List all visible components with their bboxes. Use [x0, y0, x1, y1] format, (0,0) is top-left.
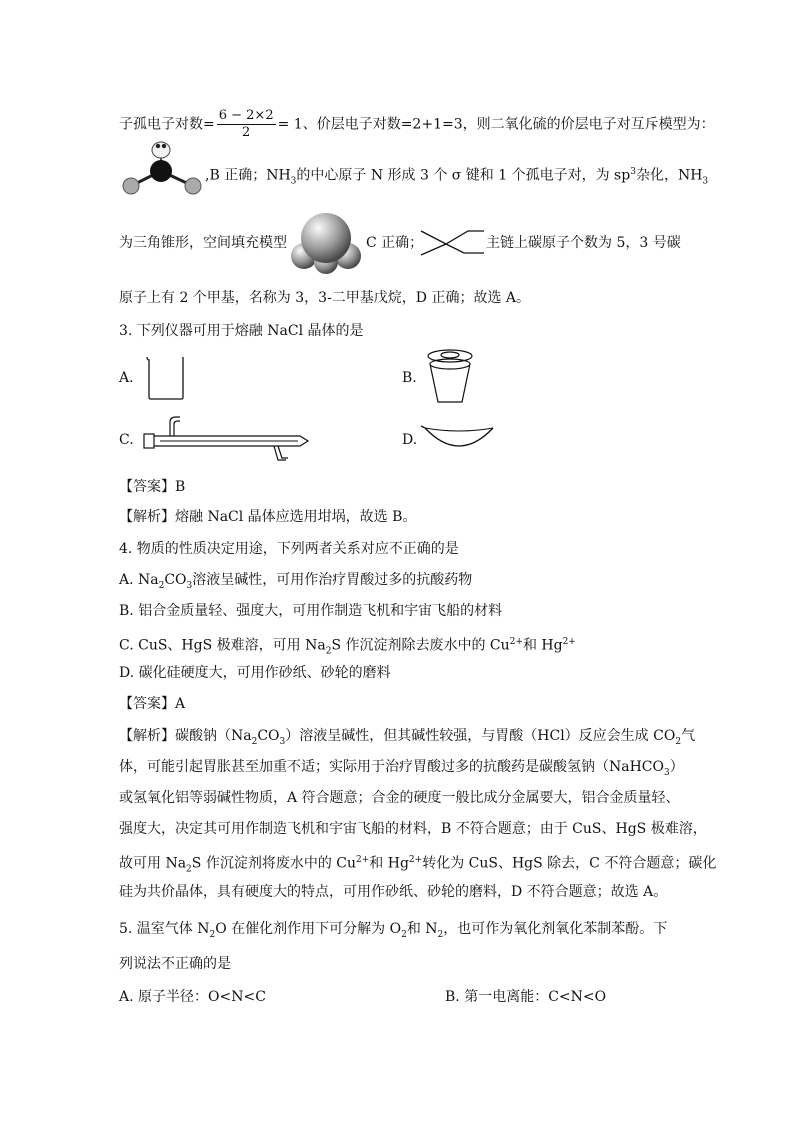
line-2: ,B 正确；$NH_3$的中心原子 N 形成 3 个 σ 键和 1 个孤电子对，为 $sp^3$杂化，$NH_3$ — [205, 167, 709, 187]
q4-option-c: C. CuS、HgS 极难溶，可用 $Na_2S$ 作沉淀剂除去废水中的 $Cu^{2+}$和 $Hg^{2+}$ — [119, 637, 576, 657]
line-3: 为三角锥形，空间填充模型 — [119, 235, 287, 251]
line-3-b: C 正确； — [366, 235, 424, 251]
q4-option-d: D. 碳化硅硬度大，可用作砂纸、砂轮的磨料 — [119, 665, 391, 681]
q4-analysis-line-4: 强度大，决定其可用作制造飞机和宇宙飞船的材料，B 不符合题意；由于 CuS、HgS 极难溶， — [119, 821, 707, 837]
q3-option-a-label: A. — [119, 370, 134, 386]
q4-analysis-line-6: 硅为共价晶体，具有硬度大的特点，可用作砂纸、砂轮的磨料，D 不符合题意；故选 A。 — [119, 884, 668, 900]
q3-stem: 3. 下列仪器可用于熔融 NaCl 晶体的是 — [119, 323, 364, 339]
q4-analysis-line-2: 体，可能引起胃胀甚至加重不适；实际用于治疗胃酸过多的抗酸药是碳酸氢钠（NaHCO$_3$） — [119, 759, 684, 778]
crucible-icon — [423, 348, 477, 406]
q3-answer: 【答案】B — [119, 479, 186, 495]
nh3-space-filling-model-image — [290, 212, 362, 274]
q3-option-d-label: D. — [402, 432, 418, 448]
so2-vsepr-model-image — [117, 138, 207, 198]
line-1: 子孤电子对数= $\frac{6 - 2\times 2}{2}$ = 1、价层电子对数=2+1=3，则二氧化硫的价层电子对互斥模型为： — [119, 108, 715, 140]
line-3-c: 主链上碳原子个数为 5，3 号碳 — [486, 235, 681, 251]
q3-option-c-label: C. — [119, 432, 134, 448]
evaporating-dish-icon — [423, 422, 495, 452]
q4-answer: 【答案】A — [119, 696, 186, 712]
q4-analysis-line-3: 或氢氧化铝等弱碱性物质，A 符合题意；合金的硬度一般比成分金属要大，铝合金质量轻、 — [119, 790, 680, 806]
q3-analysis: 【解析】熔融 NaCl 晶体应选用坩埚，故选 B。 — [119, 509, 417, 525]
fraction: $\frac{6 - 2\times 2}{2}$ — [218, 108, 274, 140]
skeletal-structure-image — [418, 226, 484, 256]
q4-option-b: B. 铝合金质量轻、强度大，可用作制造飞机和宇宙飞船的材料 — [119, 603, 503, 619]
q4-option-a: A. $Na_2CO_3$溶液呈碱性，可用作治疗胃酸过多的抗酸药物 — [119, 572, 473, 591]
q5-option-a: A. 原子半径：O<N<C — [119, 989, 266, 1005]
condenser-tube-icon — [140, 414, 314, 462]
q4-stem: 4. 物质的性质决定用途，下列两者关系对应不正确的是 — [119, 541, 459, 557]
q4-analysis-line-1: 【解析】碳酸钠$(Na_2CO_3)$溶液呈碱性，但其碱性较强，与胃酸（HCl）反应会生成 $CO_2$气 — [119, 728, 696, 747]
line-4: 原子上有 2 个甲基，名称为 3，3-二甲基戊烷，D 正确；故选 A。 — [119, 290, 531, 306]
q3-option-b-label: B. — [402, 370, 417, 386]
q4-analysis-line-5: 故可用 $Na_2S$ 作沉淀剂将废水中的 $Cu^{2+}$和 $Hg^{2+}$转化为 CuS、HgS 除去，C 不符合题意；碳化 — [119, 855, 717, 875]
q5-stem-line-1: 5. 温室气体 $N_2O$ 在催化剂作用下可分解为 $O_2$和 $N_2$，也可作为氧化剂氧化苯制苯酚。下 — [119, 921, 668, 940]
q5-option-b: B. 第一电离能：C<N<O — [445, 989, 607, 1005]
q5-stem-line-2: 列说法不正确的是 — [119, 956, 231, 972]
beaker-icon — [145, 355, 187, 401]
